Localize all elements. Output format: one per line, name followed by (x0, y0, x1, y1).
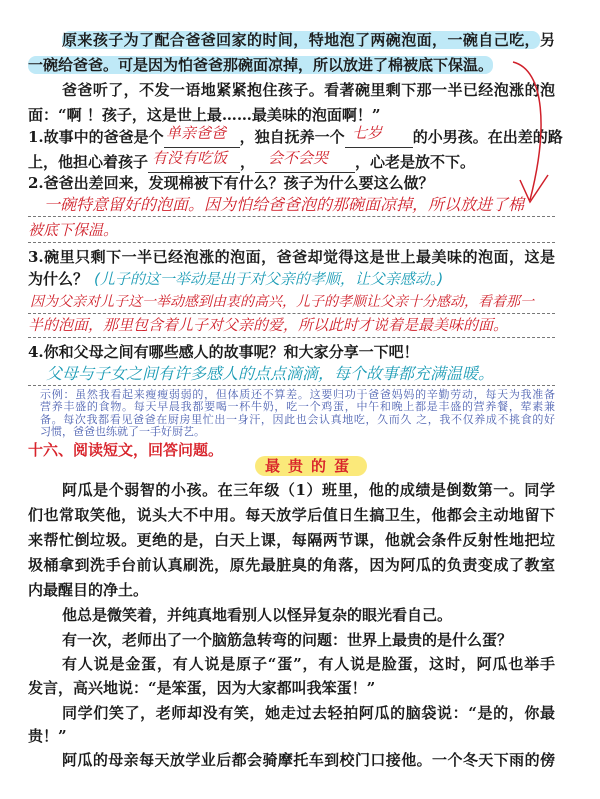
story-title: 最贵的蛋 (255, 456, 367, 476)
text: 上，他担心着孩子 (28, 153, 149, 171)
question-2: 2.爸爸出差回来，发现棉被下有什么？孩子为什么要这么做？ (28, 174, 434, 192)
handwritten-answer: 七岁 (352, 124, 383, 142)
story-line: 们也常取笑他，说头大不中用。每天放学后值日生搞卫生，他都会主动地留下 (28, 506, 555, 524)
story-line: 阿瓜的母亲每天放学业后都会骑摩托车到校门口接他。一个冬天下雨的傍 (62, 751, 555, 769)
example-line: 备。每次我都看见爸爸在厨房里忙出一身汗，因此也会认真地吃，久而久 之，我不仅养成不挑食的好 (40, 413, 555, 426)
example-line: 示例：虽然我看起来瘦瘦弱弱的，但体质还不算差。这要归功于爸爸妈妈的辛勤劳动，每天为我准备 (40, 388, 555, 401)
passage-line: 爸爸听了，不发一语地紧紧抱住孩子。看著碗里剩下那一半已经泡涨的泡 (62, 81, 555, 99)
handwritten-answer: 因为父亲对儿子这一举动感到由衷的高兴，儿子的孝顺让父亲十分感动，看着那一 (30, 294, 534, 310)
text: 1.故事中的爸爸是个 (28, 128, 164, 146)
story-line: 圾桶拿到洗手台前认真刷洗，原先最脏臭的角落，因为阿瓜的负责变成了教室 (28, 556, 555, 574)
handwritten-answer: 单亲爸爸 (166, 124, 227, 142)
handwritten-answer: 被底下保温。 (28, 221, 119, 239)
story-line: 内最醒目的净土。 (28, 581, 149, 599)
story-line: 他总是微笑着，并纯真地看别人以怪异复杂的眼光看自己。 (62, 606, 453, 624)
example-line: 营养丰盛的食物。每天早晨我都要喝一杯牛奶，吃一个鸡蛋，中午和晚上都是丰盛的营养餐，荤素兼 (40, 400, 555, 413)
arrow-annotation-icon (0, 0, 600, 240)
answer-line (28, 242, 555, 243)
story-line: 同学们笑了，老师却没有笑，她走过去轻拍阿瓜的脑袋说：“是的，你最 (62, 704, 555, 722)
example-line: 习惯，爸爸也练就了一手好厨艺。 (40, 425, 205, 438)
handwritten-answer: 有没有吃饭 (152, 149, 228, 167)
text: ，心老是放不下。 (355, 153, 476, 171)
highlighted-text: 一碗给爸爸。可是因为怕爸爸那碗面凉掉，所以放进了棉被底下保温。 (28, 56, 494, 74)
text: ， (240, 153, 256, 171)
text: 的小男孩。在出差的路 (412, 128, 563, 146)
text: ，独自抚养一个 (239, 128, 345, 146)
passage-line: 面：“啊 ！孩子，这是世上最……最美味的泡面啊！” (28, 106, 381, 124)
question-4: 4.你和父母之间有哪些感人的故事呢？和大家分享一下吧！ (28, 343, 419, 361)
handwritten-answer: 父母与子女之间有许多感人的点点滴滴，每个故事都充满温暖。 (46, 364, 495, 383)
text: 另 (539, 31, 555, 49)
answer-line (28, 313, 555, 314)
question-3-cont: 为什么？ (28, 270, 89, 288)
story-line: 阿瓜是个弱智的小孩。在三年级（1）班里，他的成绩是倒数第一。同学 (62, 481, 555, 499)
highlighted-text: 原来孩子为了配合爸爸回家的时间，特地泡了两碗泡面，一碗自己吃， (62, 31, 540, 49)
story-line: 发言，高兴地说：“是笨蛋，因为大家都叫我笨蛋！” (28, 679, 376, 697)
handwritten-answer: 会不会哭 (268, 149, 329, 167)
answer-line (28, 385, 555, 386)
story-line: 贵！” (28, 727, 67, 745)
question-3: 3.碗里只剩下一半已经泡涨的泡面，爸爸却觉得这是世上最美味的泡面，这是 (28, 248, 555, 266)
answer-line (28, 337, 555, 338)
story-line: 来帮忙倒垃圾。更绝的是，白天上课，每隔两节课，他就会条件反射性地把垃 (28, 531, 555, 549)
section-heading: 十六、阅读短文，回答问题。 (28, 441, 224, 459)
handwritten-answer: 一碗特意留好的泡面。因为怕给爸爸泡的那碗面凉掉，所以放进了棉 (44, 195, 525, 214)
story-line: 有人说是金蛋，有人说是原子“蛋”，有人说是脸蛋，这时，阿瓜也举手 (62, 655, 555, 673)
handwritten-answer: 半的泡面，那里包含着儿子对父亲的爱，所以此时才说着是最美味的面。 (28, 316, 509, 334)
story-line: 有一次，老师出了一个脑筋急转弯的问题：世界上最贵的是什么蛋？ (62, 631, 513, 649)
handwritten-note: (儿子的这一举动是出于对父亲的孝顺，让父亲感动。) (94, 270, 444, 288)
